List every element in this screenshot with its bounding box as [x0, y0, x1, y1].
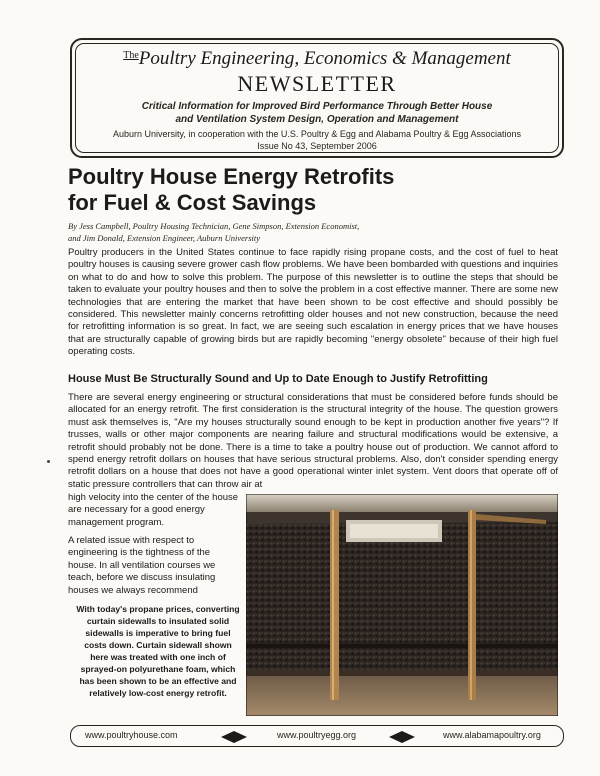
byline — [68, 220, 538, 244]
tightness-paragraph: A related issue with respect to engineering is the tightness of the house. In all ventilation courses we teach, before we discuss insulating houses we always recommend — [68, 535, 216, 596]
tagline-line-2: and Ventilation System Design, Operation and Management — [175, 114, 459, 125]
headline-line-2: for Fuel & Cost Savings — [68, 190, 317, 215]
footer-link-poultryegg[interactable]: www.poultryegg.org — [277, 730, 357, 740]
footer-bar — [70, 725, 564, 747]
section-heading: House Must Be Structurally Sound and Up to Date Enough to Justify Retrofitting — [68, 373, 488, 385]
sidewall-foam-photo — [246, 494, 558, 716]
footer-link-poultryhouse[interactable]: www.poultryhouse.com — [85, 730, 178, 740]
masthead — [70, 38, 564, 158]
byline-line-2: and Jim Donald, Extension Engineer, Auburn University — [68, 233, 261, 243]
margin-dot — [47, 460, 50, 463]
byline-line-1: By Jess Campbell, Poultry Housing Technician, Gene Simpson, Extension Economist, — [68, 221, 360, 231]
issue-number: Issue No 43, September 2006 — [257, 141, 377, 151]
series-name: Poultry Engineering, Economics & Management — [138, 48, 511, 69]
masthead-affiliation-block — [78, 128, 556, 152]
article-headline — [68, 164, 538, 216]
newsletter-series-title — [72, 48, 562, 70]
masthead-tagline — [82, 100, 552, 126]
series-the: The — [123, 50, 139, 61]
intro-paragraph: Poultry producers in the United States continue to face rapidly rising propane costs, and the cost of fuel to heat poultry houses is causing severe grower cash flow problems. We have been bombarded with questions and inquiries on what to do and how to solve this problem. The purpose of this newsletter is to outline the steps that should be taken to evaluate your poultry houses and then to solve the problem in a cost effective manner. There are some new technologies that are entering the market that have been shown to be cost effective and should possibly be considered. This newsletter mainly concerns retrofitting older houses and not new construction, because the need for retrofitting information is so great. In fact, we are seeing such escalation in energy prices that we have houses that are structurally capable of growing birds but are rapidly becoming "energy obsolete" because of their high fuel operating costs. — [68, 247, 558, 358]
tagline-line-1: Critical Information for Improved Bird Performance Through Better House — [141, 101, 493, 112]
footer-link-alabamapoultry[interactable]: www.alabamapoultry.org — [443, 730, 541, 740]
newsletter-title: NEWSLETTER — [237, 71, 397, 96]
photo-caption: With today's propane prices, converting curtain sidewalls to insulated solid sidewalls is imperative to bring fuel costs down. Curtain sidewall shown here was treated with one inch of sprayed-on polyurethane foam, which has been shown to be an effective and relatively low-cost energy retrofit. — [76, 604, 240, 698]
headline-line-1: Poultry House Energy Retrofits — [68, 164, 395, 189]
structural-paragraph: There are several energy engineering or structural considerations that must be considered before funds should be allocated for an energy retrofit. The first consideration is the structural integrity of the house. The question growers must ask themselves is, "Are my houses structurally sound enough to be kept in production another five years"? If trusses, walls or other major components are nearing failure and structural modifications would be extensive, a retrofit should probably not be done. There is a time to take a poultry house out of production. We cannot afford to spend energy retrofit dollars on houses that have serious structural problems. Also, don't consider spending energy retrofit dollars on a house that does not have a good operational winter inlet system. Vent doors that operate off of static pressure controllers that can throw air at — [68, 392, 558, 490]
affiliation: Auburn University, in cooperation with the U.S. Poultry & Egg and Alabama Poultry & Egg Associations — [112, 129, 522, 139]
vent-paragraph-continued: high velocity into the center of the house are necessary for a good energy management program. — [68, 492, 239, 528]
photo-illustration — [246, 494, 558, 716]
